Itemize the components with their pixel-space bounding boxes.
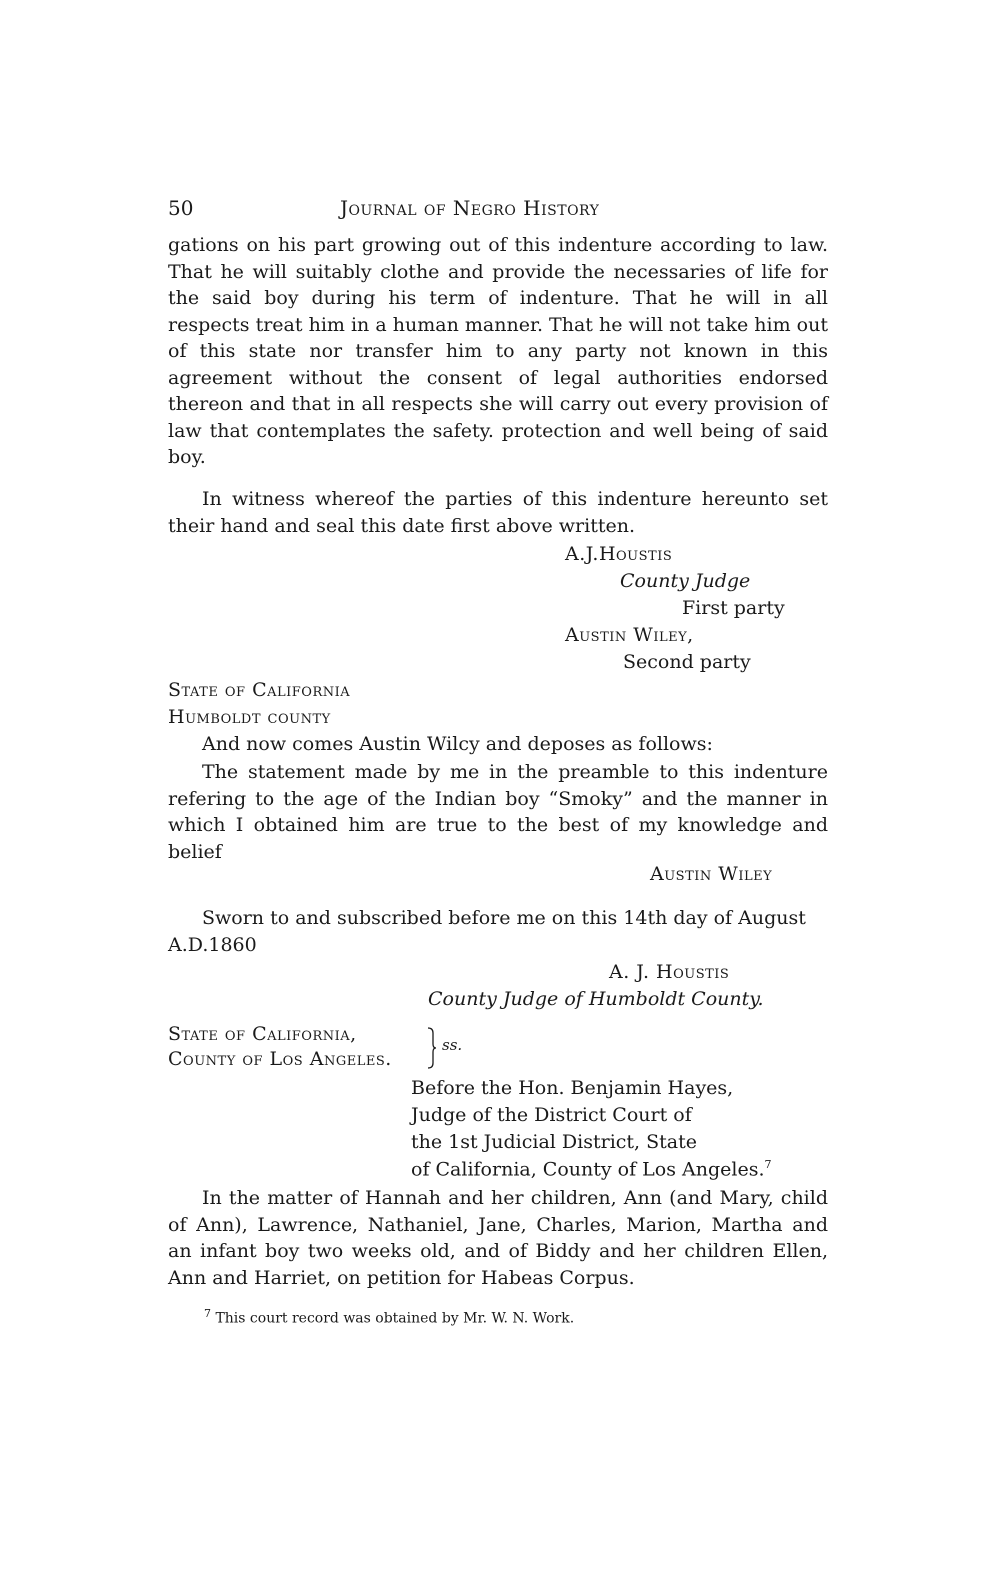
signature-second-name: Austin Wiley, <box>565 624 694 646</box>
page-number: 50 <box>168 196 194 220</box>
deposition-county: Humboldt county <box>168 706 331 728</box>
sworn-judge-title: County Judge of Humboldt County. <box>428 988 764 1010</box>
court-before-4 <box>411 1158 772 1180</box>
court-before-4-text: of California, County of Los Angeles. <box>411 1158 765 1181</box>
deposition-intro: And now comes Austin Wilcy and deposes as follows: <box>202 733 713 755</box>
court-before-2: Judge of the District Court of <box>411 1104 692 1126</box>
court-county: County of Los Angeles. <box>168 1048 392 1070</box>
signature-second-party: Second party <box>623 651 751 673</box>
sworn-line-2: A.D.1860 <box>168 934 257 956</box>
footnote-reference: 7 <box>764 1158 772 1171</box>
deposition-statement: The statement made by me in the preamble to this indenture refering to the age of the Indian boy “Smoky” and the manner in which I obtained him are true to the best of my knowledge and belief <box>168 761 828 863</box>
footnote-number: 7 <box>204 1307 211 1320</box>
court-before-1: Before the Hon. Benjamin Hayes, <box>411 1077 734 1099</box>
deposition-state: State of California <box>168 679 351 701</box>
witness-paragraph: In witness whereof the parties of this indenture hereunto set their hand and seal this date first above written. <box>168 488 828 537</box>
page-header <box>168 196 828 226</box>
signature-first-party: First party <box>682 597 785 619</box>
curly-brace-icon <box>428 1027 436 1069</box>
court-before-3: the 1st Judicial District, State <box>411 1131 697 1153</box>
signature-judge-name: A.J.Houstis <box>565 543 673 565</box>
court-matter-paragraph: In the matter of Hannah and her children, Ann (and Mary, child of Ann), Lawrence, Nathaniel, Jane, Charles, Marion, Martha and an infant boy two weeks old, and of Biddy and her children Ellen, Ann and Harriet, on petition for Habeas Corpus. <box>168 1187 828 1289</box>
running-head: Journal of Negro History <box>340 196 600 220</box>
court-state: State of California, <box>168 1023 357 1045</box>
court-ss: ss. <box>442 1036 463 1054</box>
deposition-signer: Austin Wiley <box>650 863 773 885</box>
continuation-paragraph: gations on his part growing out of this indenture according to law. That he will suitably clothe and provide the necessaries of life for the said boy during his term of indenture. That he will in all respects treat him in a human manner. That he will not take him out of this state nor transfer him to any party not known in this agreement without the consent of legal authorities endorsed thereon and that in all respects she will carry out every provision of law that contemplates the safety. protection and well being of said boy. <box>168 234 828 468</box>
signature-judge-title: County Judge <box>620 570 751 592</box>
sworn-judge-name: A. J. Houstis <box>609 961 730 983</box>
sworn-line-1: Sworn to and subscribed before me on this 14th day of August <box>202 907 806 929</box>
footnote-text: This court record was obtained by Mr. W. N. Work. <box>215 1310 575 1327</box>
footnote <box>204 1307 574 1327</box>
